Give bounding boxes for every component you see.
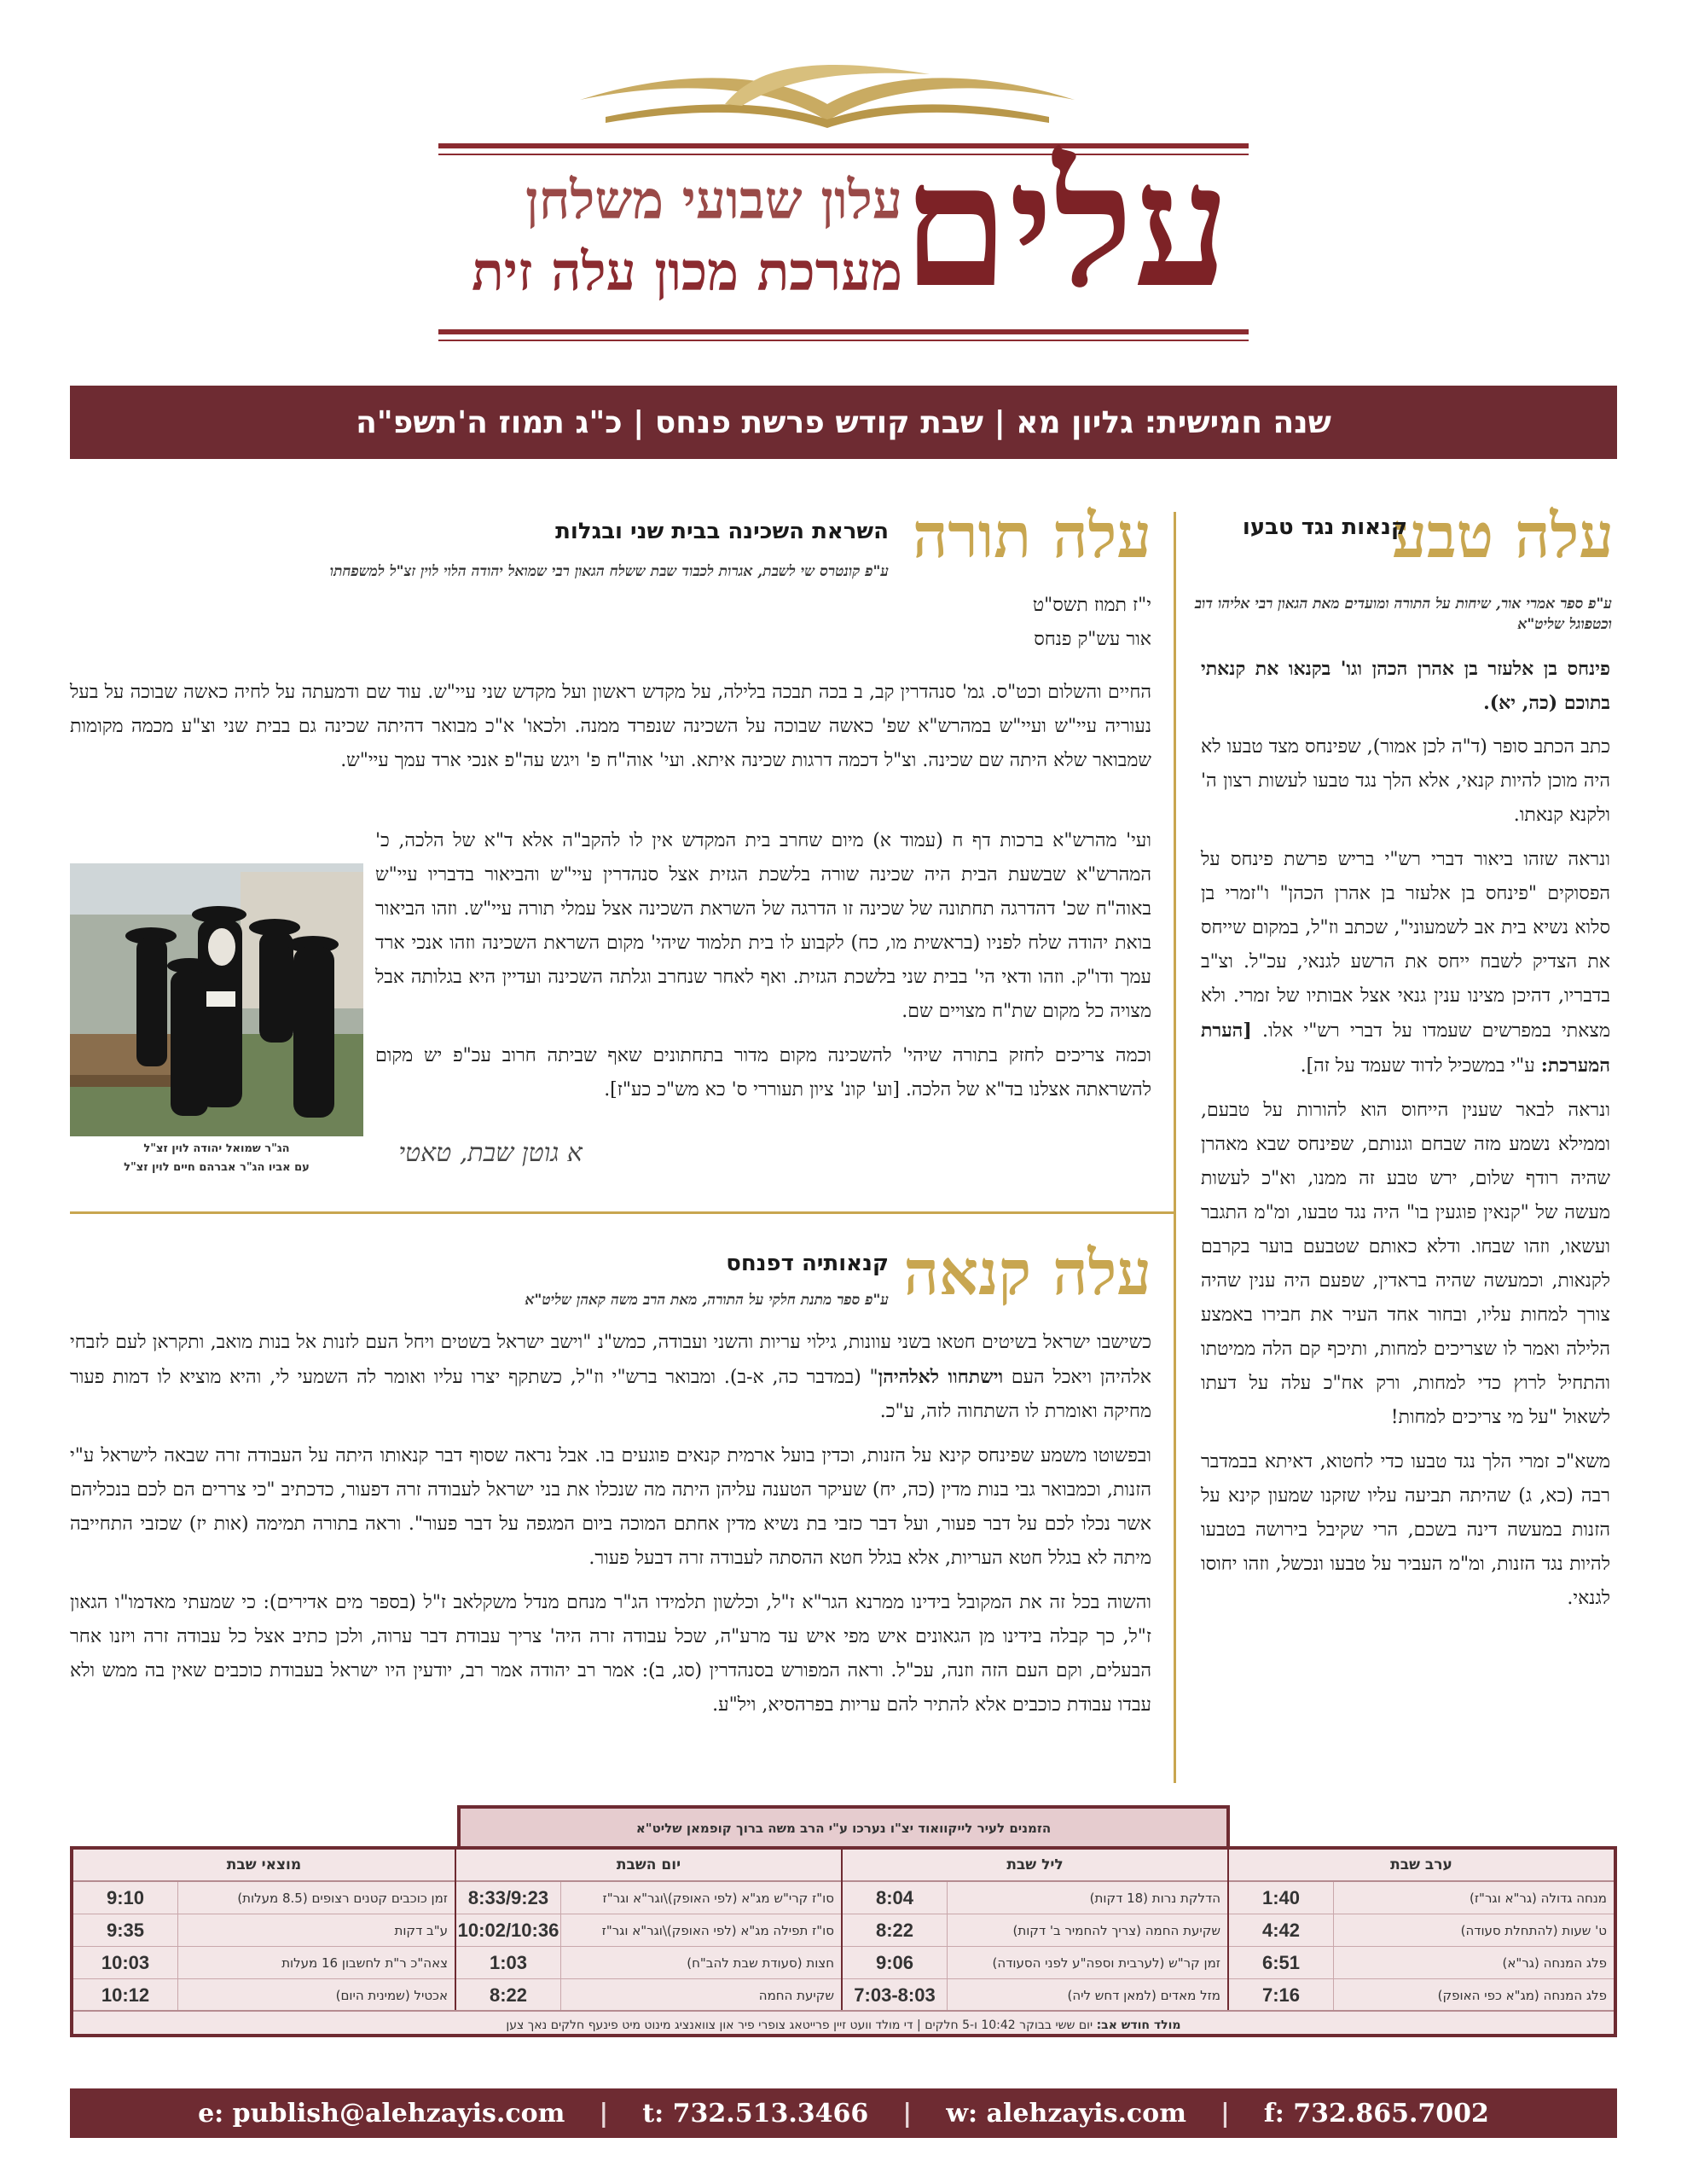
handwritten-signature: א גוטן שבת, טאטי: [398, 1138, 583, 1168]
zmanim-row: שקיעת החמה 8:22: [456, 1979, 841, 2012]
aleh-teva-title: קנאות נגד טבעו: [1242, 514, 1407, 540]
zmanim-row: שקיעת החמה (צריך להחמיר ב' דקות) 8:22: [843, 1914, 1227, 1947]
aleh-teva-source: ע"פ ספר אמרי אור, שיחות על התורה ומועדים מאת הגאון רבי אליהו דוב וכטפוגל שליט"א: [1194, 595, 1612, 633]
zmanim-column-motzei-shabbos: [73, 1850, 455, 2010]
aleh-teva-logo: עלה טבע: [1392, 499, 1614, 572]
aleh-kanah-paragraph-1: כשישבו ישראל בשיטים חטאו בשני עוונות, גילוי עריות והשני ועבודה, כמש"נ "וישב ישראל בשטים ויחל העם לזנות אל בנות מואב, ותקראן לעם לזבחי אלהיהן ויאכל העם וישתחוו לאלהיהן" (במדבר כה, א-ב). ומבואר ברש"י וז"ל, כשתקף יצרו עליו ואומר לה השמעי לי, והיא מוציא לו דמות פעור מחיקה ואומרת לו השתחוה לזה, ע"כ.: [70, 1332, 1151, 1422]
rabbis-photo: [70, 863, 363, 1136]
aleh-kanah-title: קנאותיה דפנחס: [726, 1251, 889, 1276]
zmanim-table: [70, 1846, 1617, 2037]
footer-separator: |: [599, 2098, 609, 2129]
zmanim-column-separator: [455, 1850, 456, 2010]
footer-email[interactable]: e: publish@alehzayis.com: [198, 2098, 565, 2129]
footer-phone[interactable]: t: 732.513.3466: [642, 2098, 869, 2129]
zmanim-row: פלג המנחה (מג"א כפי האופק) 7:16: [1229, 1979, 1614, 2012]
zmanim-column-title: ערב שבת: [1229, 1850, 1614, 1882]
aleh-torah-source: ע"פ קונטרס שי לשבת, אגרות לכבוד שבת ששלח הגאון רבי שמואל יהודה הלוי לוין זצ"ל למשפחתו: [329, 563, 889, 580]
aleh-torah-paragraph-2: ועי' מהרש"א ברכות דף ח (עמוד א) מיום שחרב בית המקדש אין לו להקב"ה אלא ד"א של הלכה, כ' המהרש"א שבשעת הבית היה שכינה שורה בלשכת הגזית אצל סנהדרין עיי"ש והביאור בדבריו עיי"ש באוה"ח שכ' דהדרגה תחתונה של שכינה זו הדרגה של השראת השכינה אצל עמלי תורה עיי"ש. וזהו הביאור בואת יהודה שלח לפניו (בראשית מו, כח) לקבוע לו בית תלמוד שיהי' מקום השראת השכינה וזהו אנכי ארד עמך ודו"ק. וזהו ודאי הי' בבית שני בלשכת הגזית. ואף לאחר שנחרב וגלתה השכינה ועדיין היא בגלותה אבל מצויה כל מקום שת"ח מצויים שם.: [375, 830, 1151, 1022]
footer-fax[interactable]: f: 732.865.7002: [1263, 2098, 1489, 2129]
aleh-teva-paragraph-2: ונראה שזהו ביאור דברי רש"י בריש פרשת פינחס על הפסוקים "פינחס בן אלעזר בן אהרן הכהן" ו"זמרי בן סלוא נשיא בית אב לשמעוני", שכתב וז"ל, במקום שייחס את הצדיק לשבח ייחס את הרשע לגנאי, עכ"ל. וצ"ב בדבריו, דהיכן מצינו ענין גנאי אצל אבותיו של זמרי. ולא מצאתי במפרשים שעמדו על דברי רש"י אלו. [הערת המערכת: ע"י במשכיל לדוד שעמד על זה].: [1201, 849, 1610, 1077]
zmanim-row: ע"ב דקות 9:35: [73, 1914, 455, 1947]
zmanim-column-leil-shabbos: [843, 1850, 1227, 2010]
photo-caption: [70, 1140, 363, 1177]
aleh-teva-paragraph-3: ונראה לבאר שענין הייחוס הוא להורות על טבעם, וממילא נשמע מזה שבחם וגנותם, שפינחס שבא מאהרן שהיה רודף שלום, ירש טבע זה ממנו, וא"כ לעשות מעשה של "קנאין פוגעין בו" היה נגד טבעו, ומ"מ התגבר ועשאו, וזהו שבחו. ודלא כאותם שטבעם בוער בקרבם לקנאות, וכמעשה שהיה בראדין, שפעם היה ענין שהיה צורך למחות עליו, ובחור אחד העיר את חבירו באמצע הלילה ואמר לו שצריכים למחות, ותיכף קם הלה ממיטתו והתחיל לרוץ כדי למחות, ורק אח"כ עלה על דעתו לשאול "על מי צריכים למחות!: [1201, 1100, 1610, 1428]
aleh-kanah-paragraph-3: והשוה בכל זה את המקובל בידינו ממרנא הגר"א ז"ל, וכלשון תלמידו הג"ר מנחם מנדל משקלאב ז"ל (בספר מים אדירים): כי שמעתי מאדמו"ו הגאון ז"ל, כך קבלה בידינו מן הגאונים איש מפי איש עד מרע"ה, שכל עבודה זרה היה' צריך עבודת דבר ערוה, ולכן כתיב אצל כל עבודה זרה ויזנו אחר הבעלים, וקם העם הזה וזנה, עכ"ל. וראה המפורש בסנהדרין (סג, ב): אמר רב יהודה אמר רב, יודעין היו ישראל בעבודת כוכבים שאין בה ממש ולא עבדו עבודת כוכבים אלא להתיר להם עריות בפרהסיא, ויל"ע.: [70, 1592, 1151, 1716]
zmanim-row: צאה"כ ר"ת לחשבון 16 מעלות 10:03: [73, 1947, 455, 1979]
aleh-torah-logo: עלה תורה: [912, 499, 1151, 572]
zmanim-column-yom-hashabbos: [456, 1850, 841, 2010]
zmanim-header: הזמנים לעיר לייקוואוד יצ"ו נערכו ע"י הרב משה ברוך קופמאן שליט"א: [457, 1805, 1230, 1848]
aleh-kanah-logo: עלה קנאה: [903, 1236, 1151, 1309]
column-divider: [1174, 512, 1176, 1783]
date-line: י"ז תמוז תשס"ט: [1032, 595, 1151, 616]
footer-separator: |: [902, 2098, 913, 2129]
aleh-kanah-source: ע"פ ספר מתנת חלקי על התורה, מאת הרב משה קאהן שליט"א: [525, 1292, 889, 1309]
zmanim-row: זמן כוכבים קטנים רצופים (8.5 מעלות) 9:10: [73, 1882, 455, 1914]
zmanim-column-separator: [841, 1850, 843, 2010]
masthead: [0, 0, 1687, 375]
zmanim-row: פלג המנחה (גר"א) 6:51: [1229, 1947, 1614, 1979]
zmanim-row: זמן קר"ש (לערבית וספה"ע לפני הסעודה) 9:06: [843, 1947, 1227, 1979]
aleh-teva-paragraph-1: כתב הכתב סופר (ד"ה לכן אמור), שפינחס מצד טבעו לא היה מוכן להיות קנאי, אלא הלך נגד טבעו לעשות רצון ה' ולקנא קנאתו.: [1201, 736, 1610, 826]
zmanim-column-title: ליל שבת: [843, 1850, 1227, 1882]
aleh-teva-paragraph-4: משא"כ זמרי הלך נגד טבעו כדי לחטוא, דאיתא בבמדבר רבה (כא, ג) שהיתה תביעה עליו שזקנו שמעון קינא על הזנות במעשה דינה בשכם, הרי שקיבל בירושה בטבעו להיות נגד הזנות, ומ"מ העביר על טבעו ונכשל, וזהו יחוסו לגנאי.: [1201, 1451, 1610, 1609]
zmanim-row: סו"ז תפילה מג"א (לפי האופק)\וגר"א וגר"ז 10:02/10:36: [456, 1914, 841, 1947]
zmanim-row: הדלקת נרות (18 דקות) 8:04: [843, 1882, 1227, 1914]
aleh-teva-pasuk: פינחס בן אלעזר בן אהרן הכהן וגו' בקנאו את קנאתי בתוכם (כה, יא).: [1201, 658, 1610, 714]
editor-note-label: [הערת המערכת:: [1201, 1019, 1610, 1077]
zmanim-row: מזל מאדים (למאן דחש ליה) 7:03-8:03: [843, 1979, 1227, 2012]
footer-separator: |: [1220, 2098, 1230, 2129]
editor-note-text: ע"י במשכיל לדוד שעמד על זה].: [1300, 1055, 1535, 1077]
section-divider: [70, 1211, 1174, 1214]
zmanim-column-erev-shabbos: [1229, 1850, 1614, 2010]
molad-line: [73, 2010, 1614, 2039]
aleh-torah-paragraph-1: החיים והשלום וכט"ס. גמ' סנהדרין קב, ב בכה תבכה בלילה, על מקדש ראשון ועל מקדש שני עיי"ש. עוד שם ודמעתה על לחיה כאשה שבוכה על בעל נעוריה עיי"ש ועיי"ש במהרש"א שפ' כאשה שבוכה על השכינה שנפרד ממנה. ולכאו' א"כ מבואר דהיתה שכינה גם בבית שני וצ"ע מכמה מקומות שמבואר שלא היתה שם שכינה. וצ"ל דכמה דרגות שכינה איתא. ועי' אוה"ח פ' ויגש עה"פ אנכי ארד עמך עיי"ש.: [70, 682, 1151, 771]
aleh-teva-body: [1201, 652, 1610, 1626]
masthead-tagline-2: מערכת מכון עלה זית: [472, 241, 902, 303]
date-line-2: אור עש"ק פנחס: [1034, 629, 1151, 650]
zmanim-row: סו"ז קרי"ש מג"א (לפי האופק)\וגר"א וגר"ז 8:33/9:23: [456, 1882, 841, 1914]
open-book-feather-icon: [571, 53, 1083, 130]
zmanim-row: ט' שעות (להתחלת סעודה) 4:42: [1229, 1914, 1614, 1947]
aleh-torah-paragraph-3: וכמה צריכים לחזק בתורה שיהי' להשכינה מקום מדור בתחתונים שאף שביתה חרוב עכ"פ יש מקום להשראתה אצלנו בד"א של הלכה. [וע' קונ' ציון תעוררי ס' כא מש"כ כע"ז].: [375, 1045, 1151, 1101]
zmanim-column-title: מוצאי שבת: [73, 1850, 455, 1882]
zmanim-row: מנחה גדולה (גר"א וגר"ז) 1:40: [1229, 1882, 1614, 1914]
masthead-tagline-1: עלון שבועי משלחן: [525, 169, 902, 231]
masthead-bottom-rule-thin: [438, 340, 1249, 341]
aleh-torah-dateline: [938, 589, 1151, 657]
footer-website[interactable]: w: alehzayis.com: [946, 2098, 1186, 2129]
contact-footer: [70, 2088, 1617, 2138]
molad-label: מולד חודש אב:: [1096, 2018, 1181, 2032]
aleh-kanah-body: [70, 1326, 1151, 1733]
issue-bar: שנה חמישית: גליון מא | שבת קודש פרשת פנחס | כ"ג תמוז ה'תשפ"ה: [70, 386, 1617, 459]
molad-text: יום ששי בבוקר 10:42 ו-5 חלקים | די מולד וועט זיין פרייטאג צופרי פיר און צוואנציג מינוט מיט פינעף חלקים נאך צען: [506, 2018, 1093, 2032]
masthead-bottom-rule: [438, 329, 1249, 334]
aleh-kanah-paragraph-2: ובפשוטו משמע שפינחס קינא על הזנות, וכדין בועל ארמית קנאים פוגעים בו. אבל נראה שסוף דבר קנאותו היתה על העבודה זרה שבאה לישראל ע"י הזנות, וכמבואר גבי בנות מדין (כה, יח) שעיקר הטענה עליהן היתה מה שנכלו את בני ישראל לעבודה זרה דפעור, כדכתיב "כי צררים הם לכם בנכליהם אשר נכלו לכם על דבר פעור, ועל דבר כזבי בת נשיא מדין אחתם המוכה ביום המגפה על דבר פעור". וראה בתורה תמימה (אות יז) שכזבי התחייבה מיתה לא בגלל חטא העריות, אלא בגלל חטא ההסתה לעבודה זרה דבעל פעור.: [70, 1445, 1151, 1569]
masthead-logo: עלים: [902, 125, 1230, 326]
aleh-torah-title: השראת השכינה בבית שני ובגלות: [555, 519, 889, 544]
zmanim-row: אכטיל (שמינית היום) 10:12: [73, 1979, 455, 2012]
zmanim-row: חצות (סעודת שבת להב"ח) 1:03: [456, 1947, 841, 1979]
aleh-torah-body: [375, 824, 1151, 1118]
photo-caption-line-1: הג"ר שמואל יהודה לוין זצ"ל: [143, 1142, 290, 1155]
zmanim-column-title: יום השבת: [456, 1850, 841, 1882]
photo-caption-line-2: עם אביו הג"ר אברהם חיים לוין זצ"ל: [124, 1161, 310, 1174]
zmanim-column-separator: [1227, 1850, 1229, 2010]
